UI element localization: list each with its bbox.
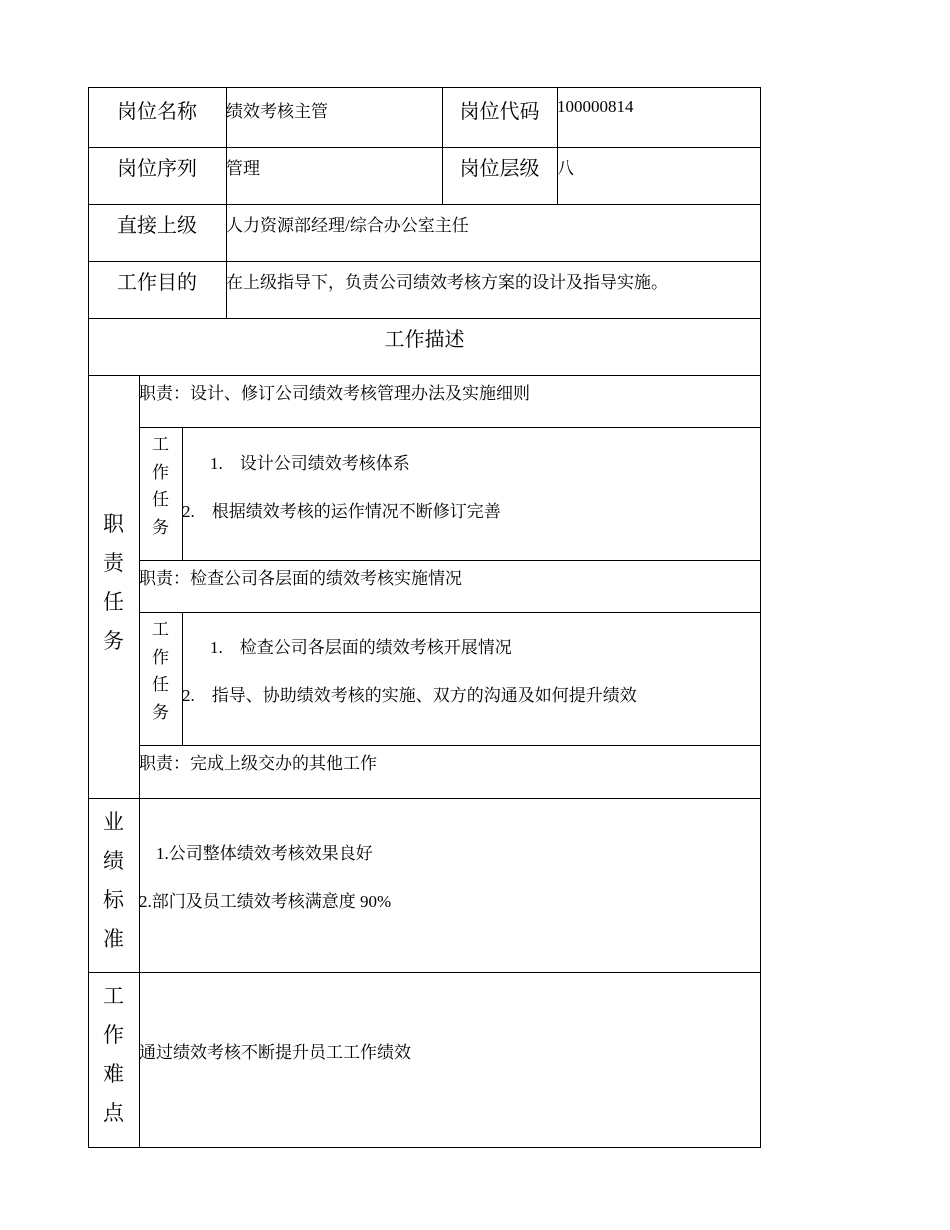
row-divider — [88, 972, 761, 973]
task-label-char: 工 — [152, 435, 169, 454]
difficulty-label-char: 难 — [103, 1061, 124, 1086]
duty-title: 职责：设计、修订公司绩效考核管理办法及实施细则 — [139, 384, 530, 403]
task-label-char: 工 — [152, 620, 169, 639]
superior-label: 直接上级 — [117, 215, 197, 237]
post-name-value: 绩效考核主管 — [226, 102, 328, 121]
row-divider — [88, 261, 761, 262]
description-title: 工作描述 — [384, 329, 465, 351]
performance-label-char: 绩 — [103, 848, 124, 873]
superior-value: 人力资源部经理/综合办公室主任 — [226, 216, 469, 235]
performance-label-char: 业 — [103, 810, 124, 834]
post-seq-label: 岗位序列 — [117, 158, 197, 180]
duties-label-char: 务 — [103, 628, 124, 653]
duties-label-char: 职 — [103, 512, 124, 536]
row-divider — [88, 375, 761, 376]
duties-label-char: 责 — [103, 550, 124, 575]
task-label-char: 任 — [152, 675, 169, 695]
task-item: 1. 检查公司各层面的绩效考核开展情况 — [210, 638, 512, 657]
post-level-value: 八 — [557, 159, 574, 178]
row-divider — [139, 427, 761, 428]
difficulty-label-char: 工 — [103, 984, 124, 1008]
difficulty-text: 通过绩效考核不断提升员工工作绩效 — [139, 1043, 411, 1062]
post-code-label: 岗位代码 — [459, 101, 540, 123]
difficulty-label-char: 作 — [103, 1022, 124, 1047]
performance-item: 2.部门及员工绩效考核满意度 90% — [139, 892, 392, 911]
table-border — [88, 87, 761, 1148]
post-level-label: 岗位层级 — [459, 158, 540, 180]
row-divider — [88, 147, 761, 148]
task-item: 1. 设计公司绩效考核体系 — [210, 454, 410, 473]
duty-title: 职责：完成上级交办的其他工作 — [139, 754, 377, 773]
performance-label-char: 准 — [103, 926, 124, 951]
duty-title: 职责：检查公司各层面的绩效考核实施情况 — [139, 569, 462, 588]
difficulty-label — [88, 977, 139, 1132]
row-divider — [139, 560, 761, 561]
task-label-char: 作 — [152, 647, 169, 667]
task-label-char: 务 — [152, 517, 169, 537]
task-label-char: 任 — [152, 490, 169, 510]
difficulty-label-char: 点 — [103, 1100, 124, 1125]
post-name-label: 岗位名称 — [117, 101, 197, 123]
purpose-value: 在上级指导下，负责公司绩效考核方案的设计及指导实施。 — [226, 273, 668, 292]
task-item: 2. 指导、协助绩效考核的实施、双方的沟通及如何提升绩效 — [182, 686, 637, 705]
performance-label-char: 标 — [103, 887, 124, 912]
task-label-char: 作 — [152, 462, 169, 482]
row-divider — [88, 204, 761, 205]
row-divider — [139, 745, 761, 746]
task-item: 2. 根据绩效考核的运作情况不断修订完善 — [182, 502, 501, 521]
job-description-table — [88, 87, 761, 1148]
row-divider — [139, 612, 761, 613]
row-divider — [88, 318, 761, 319]
performance-label — [88, 803, 139, 958]
post-code-value: 100000814 — [557, 97, 634, 116]
col-divider — [182, 427, 183, 560]
duties-label-char: 任 — [103, 589, 124, 614]
purpose-label: 工作目的 — [117, 272, 197, 294]
task-label-char: 务 — [152, 702, 169, 722]
duties-label — [88, 505, 139, 660]
task-label — [139, 431, 182, 541]
row-divider — [88, 798, 761, 799]
post-seq-value: 管理 — [226, 159, 260, 178]
performance-item: 1.公司整体绩效考核效果良好 — [156, 844, 373, 863]
task-label — [139, 616, 182, 726]
col-divider — [182, 612, 183, 745]
